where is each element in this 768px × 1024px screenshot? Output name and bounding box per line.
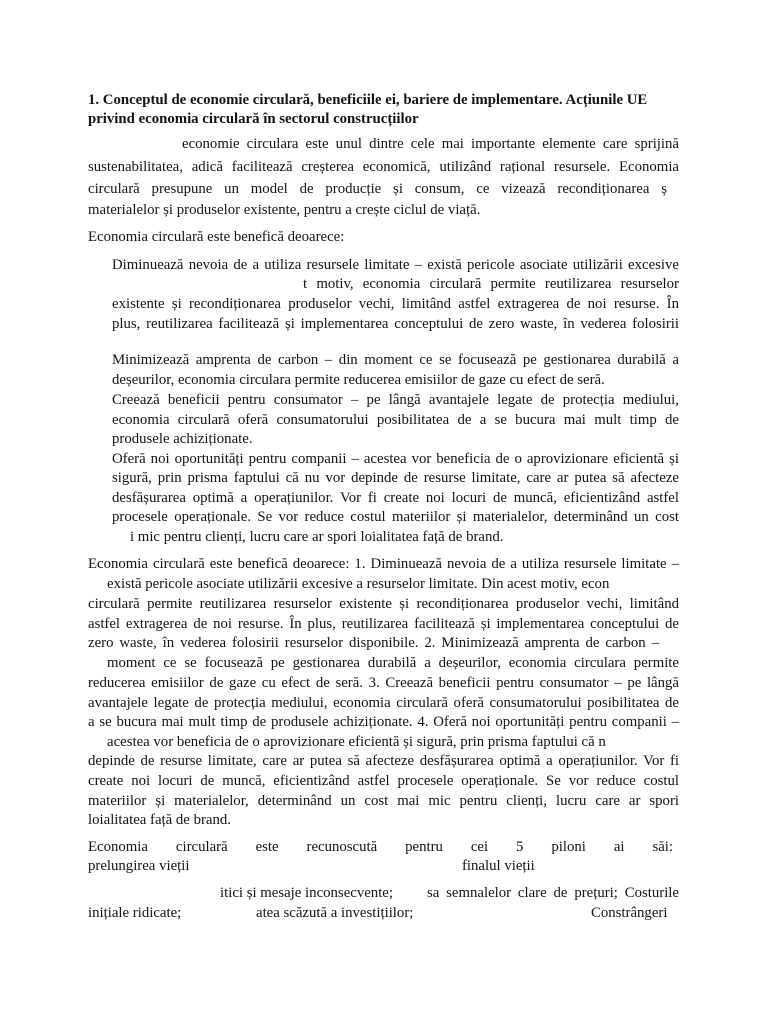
summary-line: există pericole asociate utilizării excesive a resurselor limitate. Din acest motiv, econ (107, 576, 610, 592)
intro-line: circulară presupune un model de producție și consum, ce vizează recondiționarea ș (88, 181, 667, 197)
benefit-line: produsele achiziționate. (112, 431, 253, 447)
title-line: privind economia circulară în sectorul construcțiilor (88, 111, 419, 127)
summary-line: moment ce se focusează pe gestionarea durabilă a deșeurilor, economia circulara permite (107, 655, 679, 671)
summary-line: create noi locuri de muncă, eficientizând astfel procesele operaționale. Se vor reduce costul (88, 773, 679, 789)
summary-line: astfel extragerea de noi resurse. În plus, reutilizarea facilitează și implementarea conceptului de (88, 616, 679, 632)
summary-line: reducerea emisiilor de gaze cu efect de seră. 3. Creează beneficii pentru consumator – pe lângă (88, 675, 679, 691)
benefit-line: Diminuează nevoia de a utiliza resursele limitate – există pericole asociate utilizării excesive (112, 257, 679, 273)
pillars-intro: Economia circulară este recunoscută pentru cei 5 piloni ai săi: (88, 839, 673, 855)
intro-line: sustenabilitatea, adică facilitează creșterea economică, utilizând rațional resursele. Economia (88, 159, 679, 175)
benefit-line: economia circulară oferă consumatorului posibilitatea de a se bucura mai mult timp de (112, 412, 679, 428)
benefit-line: procesele operaționale. Se vor reduce costul materiilor și materialelor, determinând un cost (112, 509, 679, 525)
intro-line: economie circulara este unul dintre cele mai importante elemente care sprijină (182, 136, 679, 152)
summary-line: acestea vor beneficia de o aprovizionare eficientă și sigură, prin prisma faptului că n (107, 734, 606, 750)
summary-line: Economia circulară este benefică deoarece: 1. Diminuează nevoia de a utiliza resursele limitate – (88, 556, 679, 572)
pillar-fragment: atea scăzută a investițiilor; (256, 905, 414, 921)
benefit-line: desfășurarea optimă a operațiunilor. Vor fi create noi locuri de muncă, eficientizând astfel (112, 490, 679, 506)
intro-line: materialelor și produselor existente, pentru a crește ciclul de viață. (88, 202, 481, 218)
summary-line: loialitatea față de brand. (88, 812, 231, 828)
pillar-fragment: prelungirea vieții (88, 858, 190, 874)
summary-line: a se bucura mai mult timp de produsele achiziționate. 4. Oferă noi oportunități pentru companii – (88, 714, 679, 730)
summary-line: materiilor și materialelor, determinând un cost mai mic pentru clienți, lucru care ar spori (88, 793, 679, 809)
summary-line: zero waste, în vederea folosirii resurselor disponibile. 2. Minimizează amprenta de carbon – (88, 635, 659, 651)
benefit-line: sigură, prin prisma faptului că nu vor depinde de resurse limitate, care ar putea să afecteze (112, 470, 679, 486)
summary-line: depinde de resurse limitate, care ar putea să afecteze desfășurarea optimă a operațiunilor. Vor fi (88, 753, 679, 769)
pillar-fragment: itici și mesaje inconsecvente; (220, 885, 393, 901)
benefit-line: t motiv, economia circulară permite reutilizarea resurselor (303, 276, 679, 292)
pillar-fragment: sa semnalelor clare de prețuri; Costurile (427, 885, 679, 901)
benefit-line: Oferă noi oportunități pentru companii – acestea vor beneficia de o aprovizionare eficientă și (112, 451, 679, 467)
summary-line: avantajele legate de protecția mediului, economia circulară oferă consumatorului posibilitatea de (88, 695, 679, 711)
summary-line: circulară permite reutilizarea resurselor existente și recondiționarea produselor vechi, limitând (88, 596, 679, 612)
pillar-fragment: Constrângeri (591, 905, 668, 921)
title-line: 1. Conceptul de economie circulară, beneficiile ei, bariere de implementare. Acțiunile UE (88, 92, 648, 108)
benefit-line: existente și recondiționarea produselor vechi, limitând astfel extragerea de noi resurse. În (112, 296, 679, 312)
benefit-line: i mic pentru clienți, lucru care ar spori loialitatea față de brand. (130, 529, 504, 545)
benefits-heading: Economia circulară este benefică deoarece: (88, 229, 345, 245)
pillar-fragment: inițiale ridicate; (88, 905, 182, 921)
benefit-line: plus, reutilizarea facilitează și implementarea conceptului de zero waste, în vederea folosirii (112, 316, 679, 332)
benefit-line: Creează beneficii pentru consumator – pe lângă avantajele legate de protecția mediului, (112, 392, 679, 408)
benefit-line: Minimizează amprenta de carbon – din moment ce se focusează pe gestionarea durabilă a (112, 352, 679, 368)
pillar-fragment: finalul vieții (462, 858, 535, 874)
benefit-line: deșeurilor, economia circulara permite reducerea emisiilor de gaze cu efect de seră. (112, 372, 605, 388)
